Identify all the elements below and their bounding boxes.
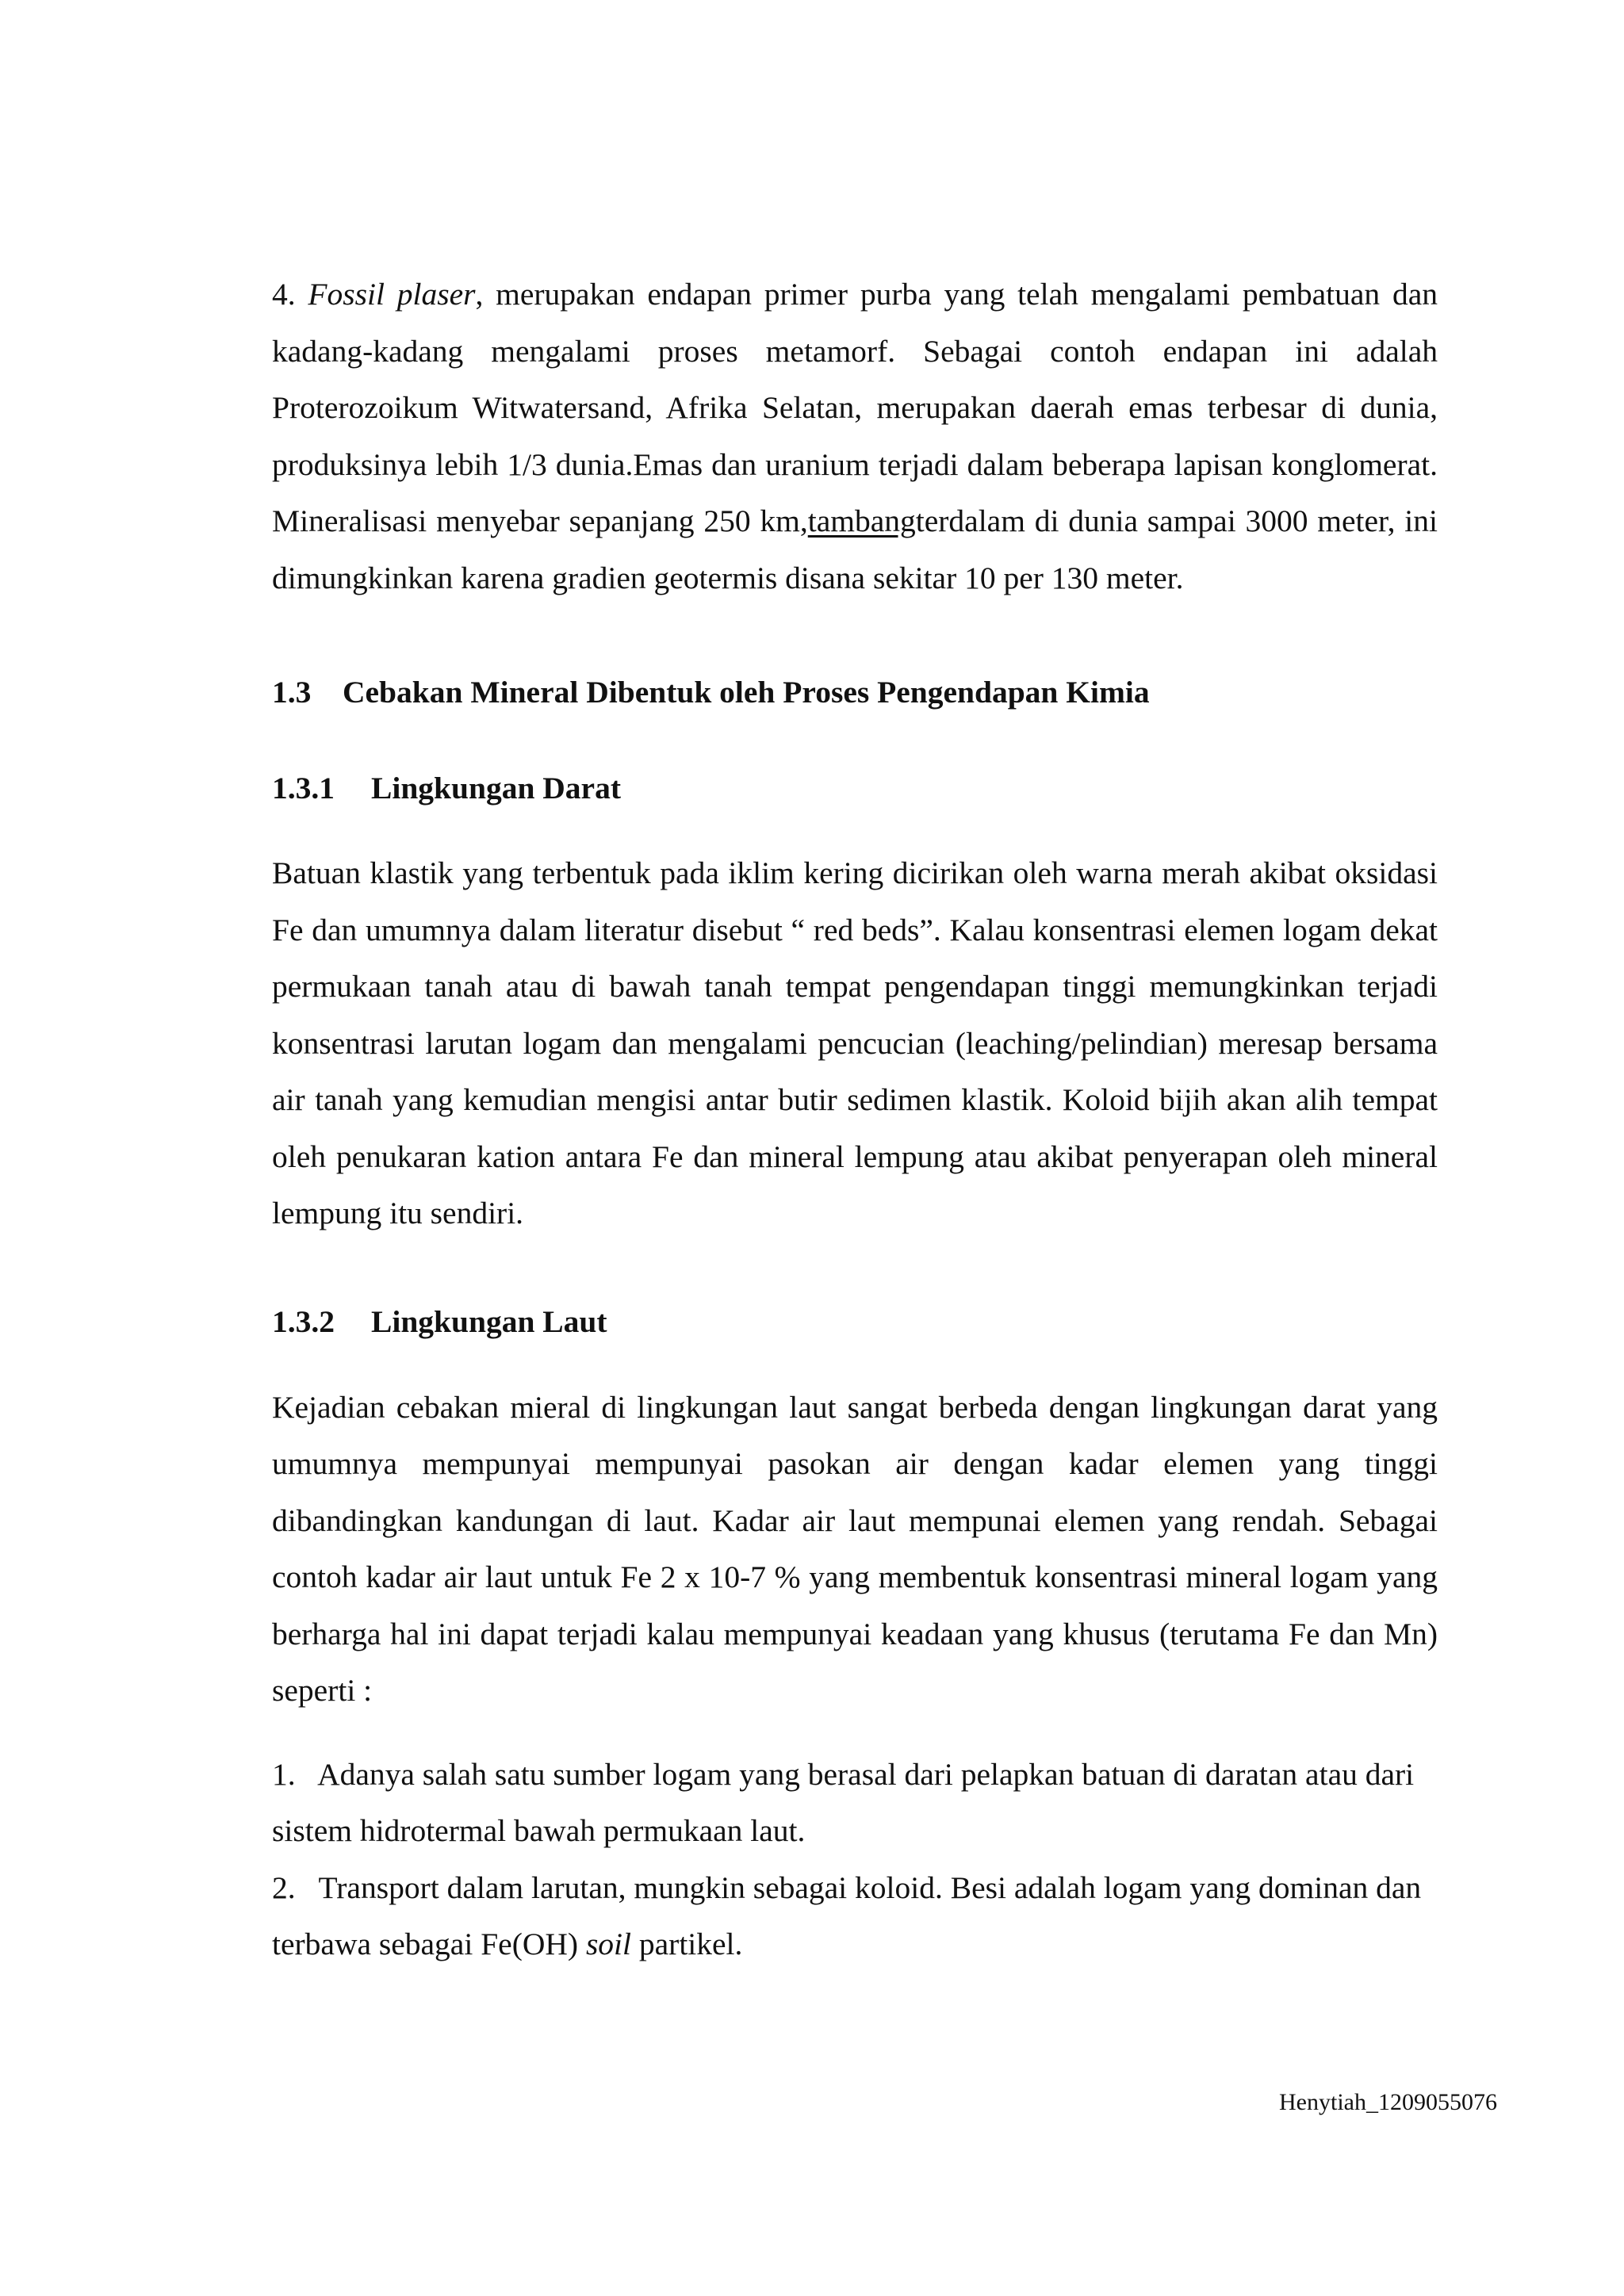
list-item-2 xyxy=(272,1860,1430,1973)
list-item-text: 2. Transport dalam larutan, mungkin sebagai koloid. Besi adalah logam yang dominan dan terbawa sebagai Fe(OH) xyxy=(272,1869,1430,1961)
page-footer: Henytiah_1209055076 xyxy=(1279,2089,1497,2115)
section-heading-1-3 xyxy=(272,668,1438,716)
list-number: 4. xyxy=(272,277,308,312)
term-fossil-plaser: Fossil plaser xyxy=(308,277,476,312)
underlined-word: tambang xyxy=(807,503,916,538)
heading-number: 1.3 xyxy=(272,675,312,710)
heading-title: Lingkungan Laut xyxy=(371,1303,607,1339)
heading-number: 1.3.2 xyxy=(272,1303,335,1339)
paragraph-lingkungan-darat: Batuan klastik yang terbentuk pada iklim kering dicirikan oleh warna merah akibat oksidasi Fe dan umumnya dalam literatur disebut “ red beds”. Kalau konsentrasi elemen logam dekat permukaan tanah atau di bawah tanah tempat pengendapan tinggi memungkinkan terjadi konsentrasi larutan logam dan mengalami pencucian (leaching/pelindian) meresap bersama air tanah yang kemudian mengisi antar butir sedimen klastik. Koloid bijih akan alih tempat oleh penukaran kation antara Fe dan mineral lempung atau akibat penyerapan oleh mineral lempung itu sendiri. xyxy=(272,855,1438,1230)
list-item-text: partikel. xyxy=(631,1927,743,1961)
italic-term: soil xyxy=(585,1927,632,1961)
heading-number: 1.3.1 xyxy=(272,771,335,806)
document-page xyxy=(272,266,1438,1973)
section-heading-1-3-1 xyxy=(272,764,1438,812)
list-item-1: 1. Adanya salah satu sumber logam yang berasal dari pelapkan batuan di daratan atau dari sistem hidrotermal bawah permukaan laut. xyxy=(272,1756,1423,1848)
section-heading-1-3-2 xyxy=(272,1298,1438,1345)
paragraph-fossil-plaser xyxy=(272,266,1438,607)
paragraph-lingkungan-laut: Kejadian cebakan mieral di lingkungan laut sangat berbeda dengan lingkungan darat yang umumnya mempunyai mempunyai pasokan air dengan kadar elemen yang tinggi dibandingkan kandungan di laut. Kadar air laut mempunai elemen yang rendah. Sebagai contoh kadar air laut untuk Fe 2 x 10-7 % yang membentuk konsentrasi mineral logam yang berharga hal ini dapat terjadi kalau mempunyai keadaan yang khusus (terutama Fe dan Mn) seperti : xyxy=(272,1389,1438,1708)
paragraph-text: terdalam di dunia sampai 3000 meter, ini dimungkinkan karena gradien geotermis disana sekitar 10 per 130 meter. xyxy=(272,503,1438,595)
paragraph-text: , merupakan endapan primer purba yang telah mengalami pembatuan dan kadang-kadang mengalami proses metamorf. Sebagai contoh endapan ini adalah Proterozoikum Witwatersand, Afrika Selatan, merupakan daerah emas terbesar di dunia, produksinya lebih 1/3 dunia.Emas dan uranium terjadi dalam beberapa lapisan konglomerat. Mineralisasi menyebar sepanjang 250 km, xyxy=(272,277,1438,538)
heading-title: Lingkungan Darat xyxy=(371,771,621,806)
heading-title: Cebakan Mineral Dibentuk oleh Proses Pengendapan Kimia xyxy=(343,675,1150,710)
